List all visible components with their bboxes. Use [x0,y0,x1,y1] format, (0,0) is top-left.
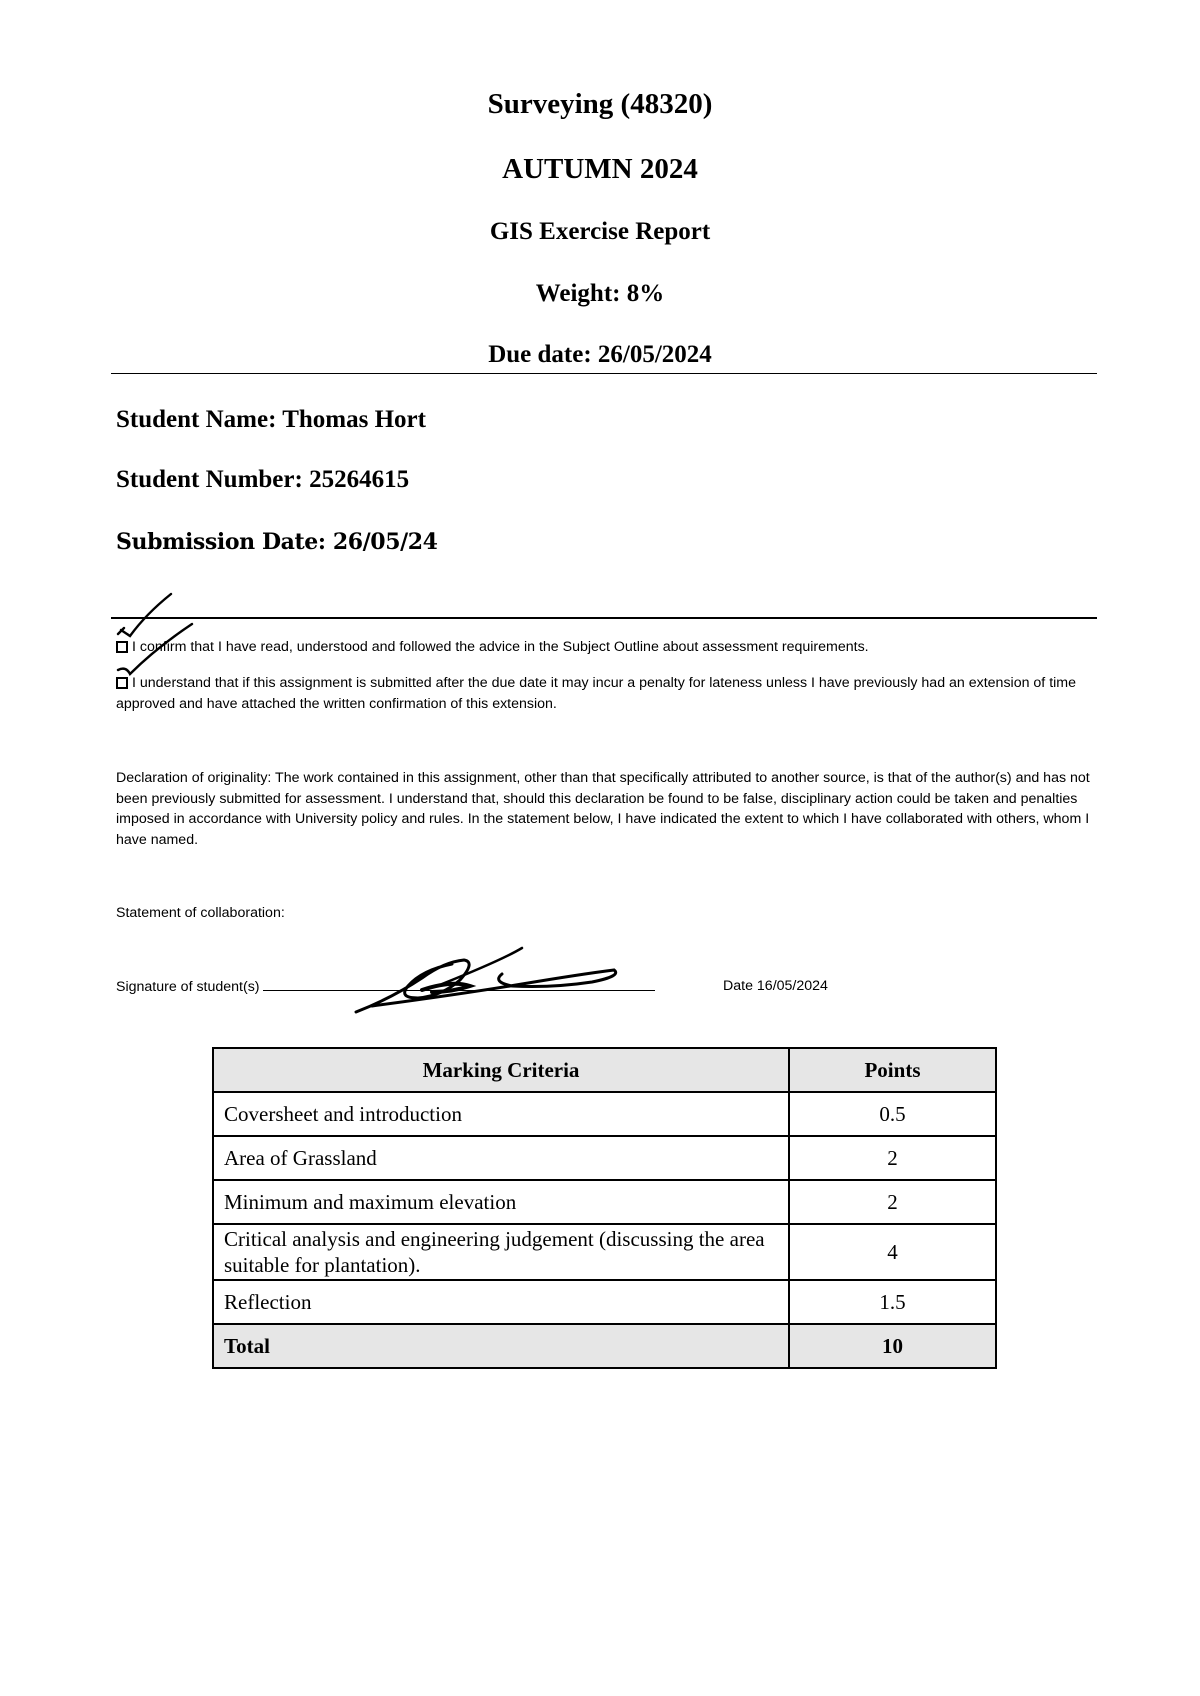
criteria-cell: Minimum and maximum elevation [213,1180,789,1224]
criteria-cell: Reflection [213,1280,789,1324]
points-cell: 2 [789,1180,996,1224]
header-divider [111,373,1097,374]
points-cell: 4 [789,1224,996,1280]
column-header-points: Points [789,1048,996,1092]
table-row [213,1092,996,1136]
handwritten-signature [352,940,632,1020]
table-row [213,1224,996,1280]
total-points: 10 [789,1324,996,1368]
due-date-label: Due date: 26/05/2024 [488,341,712,368]
table-total-row [213,1324,996,1368]
column-header-criteria: Marking Criteria [213,1048,789,1092]
points-cell: 2 [789,1136,996,1180]
criteria-cell: Area of Grassland [213,1136,789,1180]
student-number: Student Number: 25264615 [116,466,410,493]
total-label: Total [213,1324,789,1368]
course-title: Surveying (48320) [487,88,713,120]
term-title: AUTUMN 2024 [502,153,698,185]
confirmation-item [116,673,1101,714]
confirm-checkbox-2[interactable] [116,677,128,689]
table-row [213,1136,996,1180]
submission-date: Submission Date: 26/05/24 [116,529,438,555]
points-cell: 1.5 [789,1280,996,1324]
collaboration-label: Statement of collaboration: [116,905,285,921]
confirm-checkbox-1[interactable] [116,641,128,653]
table-header-row [213,1048,996,1092]
report-title: GIS Exercise Report [489,218,711,245]
info-divider [111,617,1097,619]
declaration-body: : The work contained in this assignment, other than that specifically attributed to another source, is that of the author(s) and has not been previously submitted for assessment. I understand that, should this declaration be found to be false, disciplinary action could be taken and penalties imposed in accordance with University policy and rules. In the statement below, I have indicated the extent to which I have collaborated with others, whom I have named. [116,770,1090,848]
points-cell: 0.5 [789,1092,996,1136]
table-row [213,1280,996,1324]
confirmation-text: I understand that if this assignment is submitted after the due date it may incur a penalty for lateness unless I have previously had an extension of time approved and have attached the written confirmation of this extension. [116,675,1076,712]
confirmation-text: I confirm that I have read, understood and followed the advice in the Subject Outline about assessment requirements. [132,639,869,655]
signature-label: Signature of student(s) [116,979,260,995]
criteria-cell: Critical analysis and engineering judgement (discussing the area suitable for plantation). [213,1224,789,1280]
signature-date: Date 16/05/2024 [723,978,828,994]
student-name: Student Name: Thomas Hort [116,406,426,433]
weight-label: Weight: 8% [535,280,665,307]
criteria-cell: Coversheet and introduction [213,1092,789,1136]
declaration-paragraph [116,768,1101,850]
confirmation-item [116,637,1101,658]
marking-criteria-table [212,1047,997,1369]
table-row [213,1180,996,1224]
declaration-heading: Declaration of originality [116,770,268,786]
